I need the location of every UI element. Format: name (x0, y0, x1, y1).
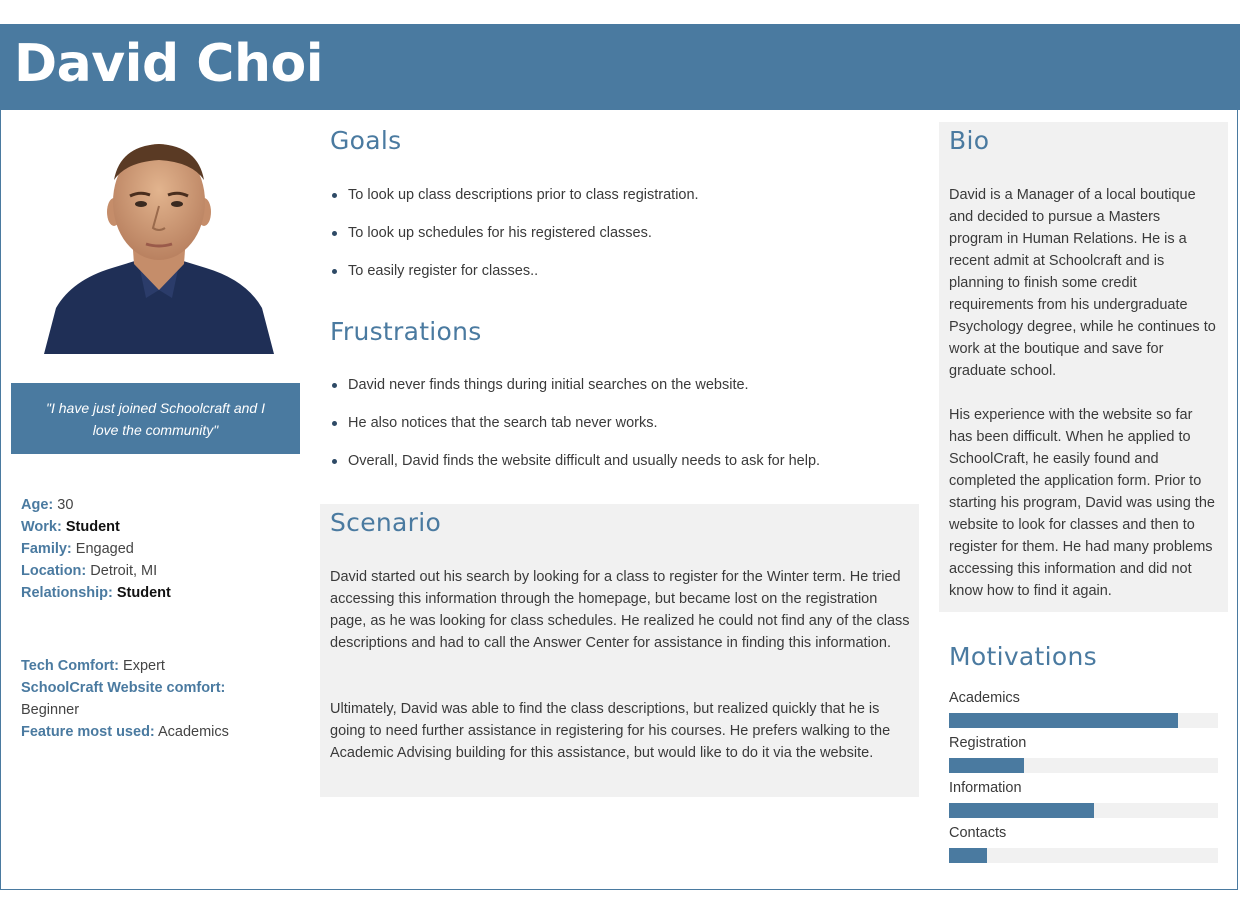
bio-title: Bio (949, 126, 990, 155)
fact-value: Expert (123, 658, 165, 674)
motivation-bar-track (949, 758, 1218, 773)
scenario-paragraph-2: Ultimately, David was able to find the class descriptions, but realized quickly that he is going to need further assistance in registering for his courses. He prefers walking to the Academic Advising building for this assistance, but would like to do it via the website. (330, 701, 891, 761)
fact-website-comfort (21, 677, 281, 721)
fact-value: Engaged (75, 541, 134, 557)
list-item: To look up class descriptions prior to class registration. (330, 184, 699, 222)
frustrations-title: Frustrations (330, 317, 482, 346)
fact-value: Detroit, MI (90, 563, 158, 579)
frustrations-list (330, 374, 820, 488)
fact-relationship (21, 582, 171, 604)
fact-label: Location: (21, 563, 87, 579)
motivation-bar-fill (949, 758, 1024, 773)
fact-tech-comfort (21, 655, 281, 677)
list-item: To easily register for classes.. (330, 260, 699, 298)
motivation-bar-track (949, 803, 1218, 818)
fact-feature-most-used (21, 721, 281, 743)
fact-family (21, 538, 171, 560)
fact-label: Feature most used: (21, 724, 155, 740)
fact-label: Family: (21, 541, 72, 557)
fact-age (21, 494, 171, 516)
fact-label: Work: (21, 519, 62, 535)
motivation-label: Information (949, 780, 1022, 796)
fact-value: Academics (157, 724, 229, 740)
goals-title: Goals (330, 126, 402, 155)
motivations-title: Motivations (949, 642, 1097, 671)
bio-paragraph-1: David is a Manager of a local boutique and decided to pursue a Masters program in Human Relations. He is a recent admit at Schoolcraft and is planning to finish some credit requirements from his undergraduate Psychology degree, while he continues to work at the boutique and save for graduate school. (949, 187, 1216, 379)
avatar (42, 140, 276, 354)
motivation-bar-track (949, 713, 1218, 728)
goals-list (330, 184, 699, 298)
fact-label: Relationship: (21, 585, 113, 601)
demographics-list (21, 494, 171, 604)
scenario-title: Scenario (330, 508, 442, 537)
fact-label: Tech Comfort: (21, 658, 120, 674)
motivation-bar-fill (949, 713, 1178, 728)
motivation-bar-track (949, 848, 1218, 863)
motivation-label: Academics (949, 690, 1020, 706)
list-item: To look up schedules for his registered classes. (330, 222, 699, 260)
list-item: He also notices that the search tab never works. (330, 412, 820, 450)
fact-label: SchoolCraft Website comfort: (21, 680, 226, 696)
fact-work (21, 516, 171, 538)
fact-value: Student (116, 585, 171, 601)
motivation-label: Contacts (949, 825, 1007, 841)
fact-value: 30 (57, 497, 74, 513)
persona-quote: "I have just joined Schoolcraft and I love the community" (11, 383, 300, 454)
motivation-bar-fill (949, 803, 1094, 818)
motivation-label: Registration (949, 735, 1027, 751)
persona-header (0, 24, 1240, 110)
fact-label: Age: (21, 497, 54, 513)
list-item: David never finds things during initial searches on the website. (330, 374, 820, 412)
persona-name: David Choi (14, 34, 324, 94)
bio-paragraph-2: His experience with the website so far has been difficult. When he applied to SchoolCraft, he easily found and completed the application form. Prior to starting his program, David was using the website to look for classes and then to register for them. He had many problems accessing this information and did not know how to find it again. (949, 407, 1215, 599)
fact-location (21, 560, 171, 582)
motivation-bar-fill (949, 848, 987, 863)
scenario-paragraph-1: David started out his search by looking for a class to register for the Winter term. He tried accessing this information through the homepage, but became lost on the registration page, as he was looking for class schedules. He realized he could not find any of the class descriptions and had to call the Answer Center for assistance in finding this information. (330, 569, 910, 651)
fact-value: Student (65, 519, 120, 535)
list-item: Overall, David finds the website difficult and usually needs to ask for help. (330, 450, 820, 488)
tech-profile-list (21, 655, 281, 743)
fact-value: Beginner (21, 702, 80, 718)
